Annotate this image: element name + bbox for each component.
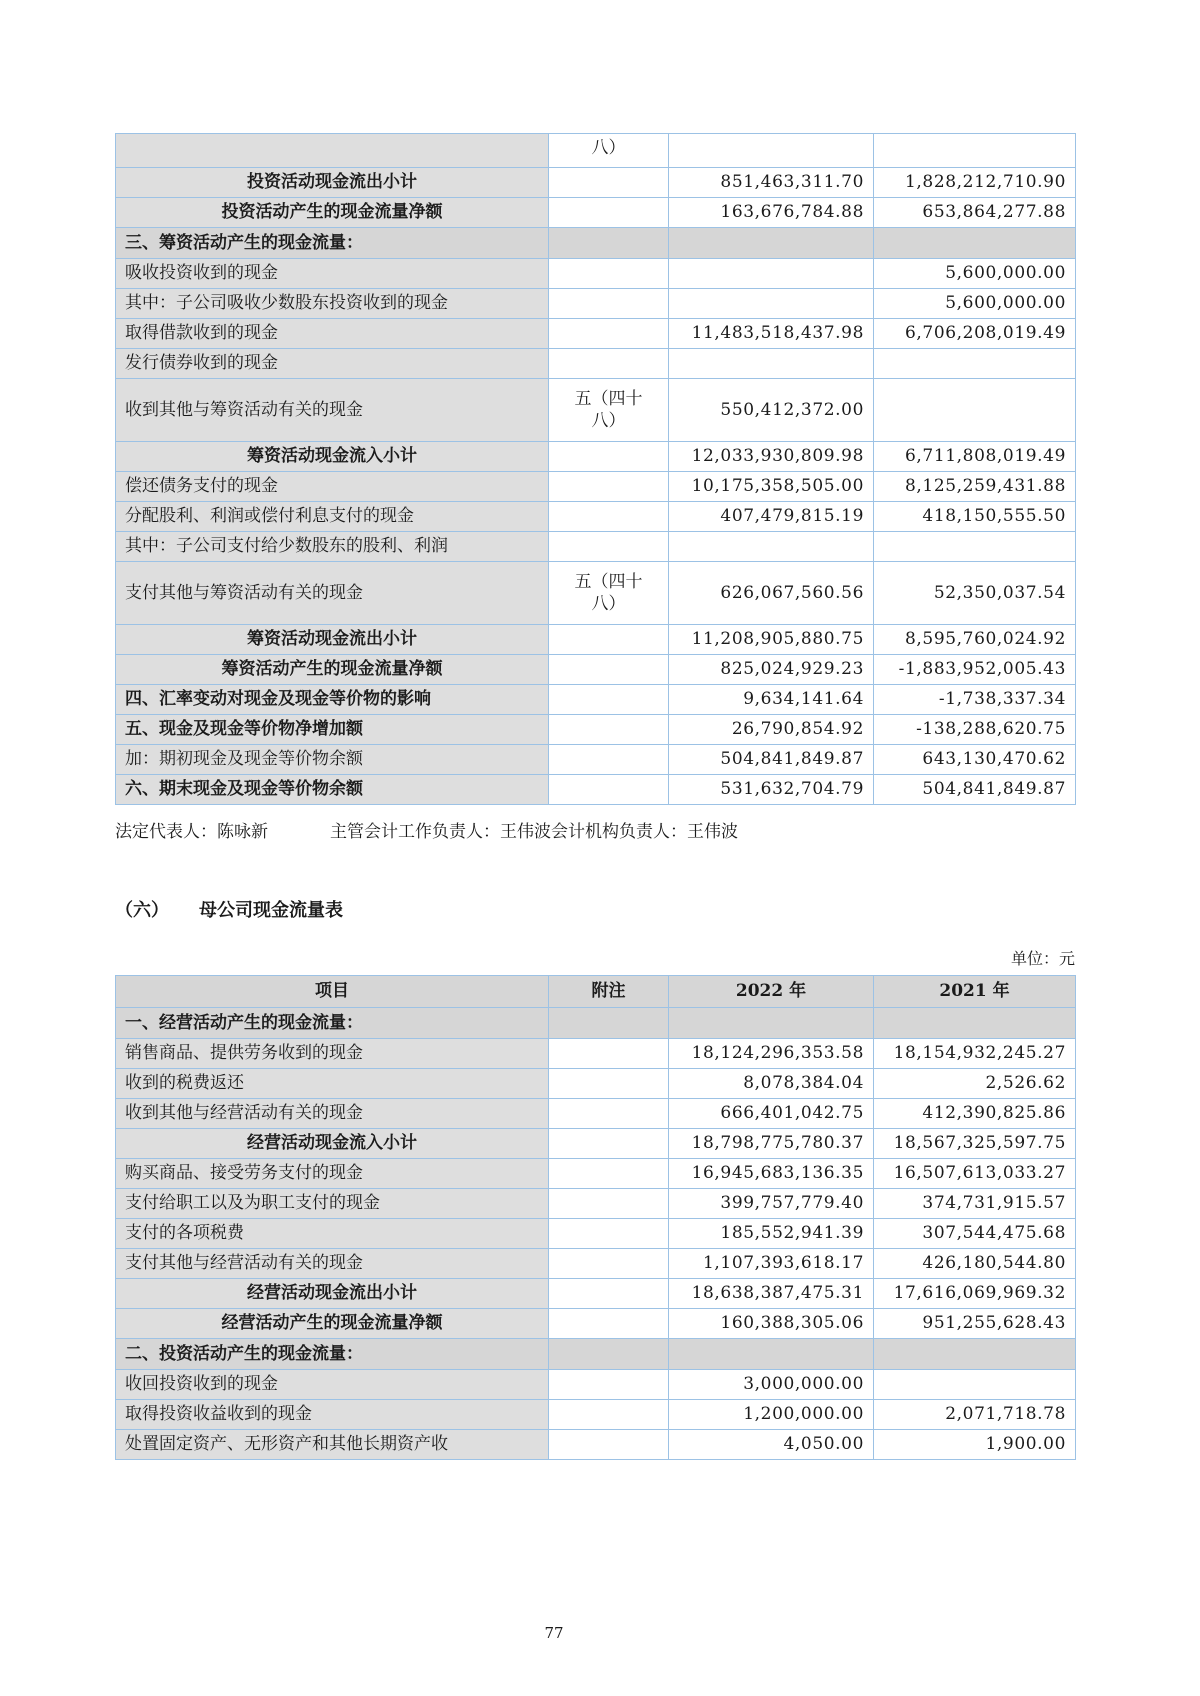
value-2022: 407,479,815.19 <box>720 506 864 527</box>
item-label: 取得借款收到的现金 <box>125 323 278 344</box>
value-2021: 6,711,808,019.49 <box>904 446 1066 467</box>
value-2021: 2,071,718.78 <box>945 1404 1066 1425</box>
table-row <box>116 976 1076 1008</box>
table-cell <box>669 532 874 562</box>
table-cell <box>874 775 1076 805</box>
table-cell <box>116 198 549 228</box>
table-row <box>116 745 1076 775</box>
table-cell <box>669 562 874 625</box>
value-2022: 18,798,775,780.37 <box>691 1133 864 1154</box>
item-label: 其中：子公司支付给少数股东的股利、利润 <box>125 536 448 557</box>
table-cell <box>116 655 549 685</box>
consolidated-cash-flow-table-continued <box>115 133 1076 805</box>
item-label: 销售商品、提供劳务收到的现金 <box>125 1043 363 1064</box>
value-2021: 643,130,470.62 <box>922 749 1066 770</box>
unit-label: 单位：元 <box>1010 949 1075 968</box>
table-cell <box>116 1309 549 1339</box>
table-cell <box>669 1069 874 1099</box>
table-row <box>116 1430 1076 1460</box>
table-cell <box>116 1219 549 1249</box>
table-row <box>116 775 1076 805</box>
value-2022: 550,412,372.00 <box>720 399 864 420</box>
table-cell <box>116 319 549 349</box>
table-cell <box>874 319 1076 349</box>
table-cell <box>116 685 549 715</box>
value-2021: 52,350,037.54 <box>933 582 1066 603</box>
table-cell <box>669 134 874 168</box>
table-row <box>116 532 1076 562</box>
table-cell <box>116 472 549 502</box>
table-cell <box>874 228 1076 259</box>
table-row <box>116 1189 1076 1219</box>
item-label: 发行债券收到的现金 <box>125 353 278 374</box>
table-cell <box>874 1189 1076 1219</box>
item-label: 六、期末现金及现金等价物余额 <box>125 779 363 800</box>
value-2022: 11,483,518,437.98 <box>691 323 864 344</box>
value-2021: 2,526.62 <box>985 1073 1066 1094</box>
table-cell <box>669 775 874 805</box>
table-cell <box>874 1219 1076 1249</box>
table-cell <box>116 1279 549 1309</box>
table-cell <box>874 1339 1076 1370</box>
table-row <box>116 1370 1076 1400</box>
table-cell <box>116 502 549 532</box>
table-row <box>116 685 1076 715</box>
table-cell <box>549 1039 669 1069</box>
value-2022: 531,632,704.79 <box>720 779 864 800</box>
value-2021: 412,390,825.86 <box>922 1103 1066 1124</box>
value-2021: 504,841,849.87 <box>922 779 1066 800</box>
value-2022: 16,945,683,136.35 <box>691 1163 864 1184</box>
table-row <box>116 472 1076 502</box>
table-cell <box>874 502 1076 532</box>
table-cell <box>874 442 1076 472</box>
value-2022: 163,676,784.88 <box>720 202 864 223</box>
table-row <box>116 1309 1076 1339</box>
table-cell <box>116 1189 549 1219</box>
table-cell <box>669 976 874 1008</box>
table-cell <box>669 1008 874 1039</box>
table-cell <box>116 1249 549 1279</box>
table-cell <box>874 562 1076 625</box>
table-cell <box>669 1430 874 1460</box>
table-row <box>116 1129 1076 1159</box>
table-cell <box>669 1249 874 1279</box>
value-2022: 851,463,311.70 <box>720 172 864 193</box>
table-cell <box>874 1008 1076 1039</box>
note-ref: 五（四十八） <box>574 388 643 431</box>
table-cell <box>549 442 669 472</box>
value-2022: 504,841,849.87 <box>720 749 864 770</box>
item-label: 投资活动现金流出小计 <box>247 172 417 193</box>
item-label: 经营活动现金流出小计 <box>247 1283 417 1304</box>
table-row <box>116 289 1076 319</box>
table-cell <box>549 1008 669 1039</box>
table-cell <box>669 625 874 655</box>
item-label: 取得投资收益收到的现金 <box>125 1404 312 1425</box>
table-cell <box>549 655 669 685</box>
table-cell <box>116 134 549 168</box>
value-2021: 653,864,277.88 <box>922 202 1066 223</box>
table-cell <box>549 532 669 562</box>
value-2022: 3,000,000.00 <box>743 1374 864 1395</box>
table-cell <box>874 1039 1076 1069</box>
value-2022: 1,200,000.00 <box>743 1404 864 1425</box>
value-2021: 307,544,475.68 <box>922 1223 1066 1244</box>
value-2022: 4,050.00 <box>783 1434 864 1455</box>
item-label: 收到其他与经营活动有关的现金 <box>125 1103 363 1124</box>
value-2021: 18,567,325,597.75 <box>893 1133 1066 1154</box>
table-cell <box>549 198 669 228</box>
table-cell <box>116 1039 549 1069</box>
item-label: 处置固定资产、无形资产和其他长期资产收 <box>125 1434 448 1455</box>
table-row <box>116 1339 1076 1370</box>
value-2021: 8,125,259,431.88 <box>904 476 1066 497</box>
note-ref: 八） <box>591 138 626 158</box>
table-cell <box>874 532 1076 562</box>
table-row <box>116 198 1076 228</box>
table-cell <box>874 1069 1076 1099</box>
table-row <box>116 134 1076 168</box>
value-2022: 12,033,930,809.98 <box>691 446 864 467</box>
item-label: 分配股利、利润或偿付利息支付的现金 <box>125 506 414 527</box>
table-cell <box>549 1249 669 1279</box>
item-label: 购买商品、接受劳务支付的现金 <box>125 1163 363 1184</box>
table-cell <box>116 168 549 198</box>
item-label: 一、经营活动产生的现金流量： <box>125 1012 363 1033</box>
table-cell <box>874 1159 1076 1189</box>
value-2021: 418,150,555.50 <box>922 506 1066 527</box>
table-cell <box>669 259 874 289</box>
item-label: 筹资活动现金流出小计 <box>247 629 417 650</box>
table-cell <box>549 1069 669 1099</box>
table-cell <box>549 562 669 625</box>
value-2021: 1,828,212,710.90 <box>904 172 1066 193</box>
table-cell <box>116 1430 549 1460</box>
table-cell <box>669 289 874 319</box>
item-label: 支付给职工以及为职工支付的现金 <box>125 1193 380 1214</box>
item-label: 收回投资收到的现金 <box>125 1374 278 1395</box>
item-label: 加：期初现金及现金等价物余额 <box>125 749 363 770</box>
item-label: 吸收投资收到的现金 <box>125 263 278 284</box>
table-cell <box>874 715 1076 745</box>
table-cell <box>549 289 669 319</box>
table-cell <box>549 319 669 349</box>
table-row <box>116 655 1076 685</box>
value-2021: 5,600,000.00 <box>945 293 1066 314</box>
note-ref: 附注 <box>591 981 626 1002</box>
table-cell <box>549 685 669 715</box>
table-cell <box>116 976 549 1008</box>
table-cell <box>874 349 1076 379</box>
table-row <box>116 259 1076 289</box>
table-cell <box>549 1219 669 1249</box>
table-cell <box>549 976 669 1008</box>
table-cell <box>549 1370 669 1400</box>
table-cell <box>669 228 874 259</box>
table-cell <box>116 1069 549 1099</box>
table-cell <box>549 472 669 502</box>
value-2022: 10,175,358,505.00 <box>691 476 864 497</box>
item-label: 二、投资活动产生的现金流量： <box>125 1343 363 1364</box>
table-cell <box>116 442 549 472</box>
item-label: 支付的各项税费 <box>125 1223 244 1244</box>
table-cell <box>874 1400 1076 1430</box>
table-cell <box>669 442 874 472</box>
item-label: 支付其他与筹资活动有关的现金 <box>125 582 363 603</box>
value-2022: 8,078,384.04 <box>743 1073 864 1094</box>
table-cell <box>874 685 1076 715</box>
parent-company-cash-flow-table <box>115 975 1076 1460</box>
table-cell <box>669 745 874 775</box>
item-label: 筹资活动现金流入小计 <box>247 446 417 467</box>
table-cell <box>874 1129 1076 1159</box>
value-2022: 160,388,305.06 <box>720 1313 864 1334</box>
section-heading-index: （六） <box>115 900 169 921</box>
table-cell <box>669 168 874 198</box>
value-2022: 185,552,941.39 <box>720 1223 864 1244</box>
page-content <box>115 0 1075 1460</box>
table-row <box>116 1159 1076 1189</box>
value-2021: -138,288,620.75 <box>916 719 1066 740</box>
table-cell <box>549 1400 669 1430</box>
table-cell <box>116 775 549 805</box>
value-2021: 16,507,613,033.27 <box>893 1163 1066 1184</box>
value-2021: 6,706,208,019.49 <box>904 323 1066 344</box>
table-cell <box>116 1159 549 1189</box>
value-2022: 399,757,779.40 <box>720 1193 864 1214</box>
table-cell <box>874 134 1076 168</box>
table-cell <box>549 502 669 532</box>
table-cell <box>549 1129 669 1159</box>
table-cell <box>116 1339 549 1370</box>
table-cell <box>669 319 874 349</box>
item-label: 项目 <box>315 981 349 1002</box>
table-cell <box>669 472 874 502</box>
table-cell <box>874 168 1076 198</box>
value-2021: 426,180,544.80 <box>922 1253 1066 1274</box>
table-cell <box>116 745 549 775</box>
table-cell <box>116 1008 549 1039</box>
section-heading-title: 母公司现金流量表 <box>199 900 343 921</box>
table-cell <box>116 379 549 442</box>
table-cell <box>116 715 549 745</box>
table-row <box>116 1099 1076 1129</box>
value-2022: 18,124,296,353.58 <box>691 1043 864 1064</box>
table-cell <box>549 745 669 775</box>
item-label: 其中：子公司吸收少数股东投资收到的现金 <box>125 293 448 314</box>
table-cell <box>669 1159 874 1189</box>
table-row <box>116 562 1076 625</box>
table-cell <box>669 1339 874 1370</box>
table-cell <box>116 349 549 379</box>
table-cell <box>549 349 669 379</box>
table-cell <box>874 379 1076 442</box>
item-label: 支付其他与经营活动有关的现金 <box>125 1253 363 1274</box>
table-row <box>116 1219 1076 1249</box>
table-cell <box>669 715 874 745</box>
table-cell <box>669 198 874 228</box>
item-label: 筹资活动产生的现金流量净额 <box>221 659 443 680</box>
table-row <box>116 168 1076 198</box>
table-cell <box>116 1370 549 1400</box>
table-cell <box>549 1189 669 1219</box>
table-cell <box>549 134 669 168</box>
table-row <box>116 1069 1076 1099</box>
value-2022: 1,107,393,618.17 <box>702 1253 864 1274</box>
table-cell <box>549 775 669 805</box>
table-cell <box>669 1279 874 1309</box>
value-2021: 18,154,932,245.27 <box>893 1043 1066 1064</box>
table-cell <box>874 1099 1076 1129</box>
table-cell <box>669 1400 874 1430</box>
table-cell <box>549 259 669 289</box>
table-cell <box>669 1219 874 1249</box>
table-cell <box>874 259 1076 289</box>
table-cell <box>116 259 549 289</box>
table-cell <box>874 198 1076 228</box>
table-cell <box>874 1279 1076 1309</box>
table-cell <box>874 1309 1076 1339</box>
table-row <box>116 379 1076 442</box>
table-cell <box>874 1249 1076 1279</box>
table-cell <box>116 289 549 319</box>
value-2021: 17,616,069,969.32 <box>893 1283 1066 1304</box>
table-cell <box>669 349 874 379</box>
value-2022: 9,634,141.64 <box>743 689 864 710</box>
table-cell <box>874 745 1076 775</box>
value-2022: 825,024,929.23 <box>720 659 864 680</box>
table-cell <box>669 1099 874 1129</box>
table-row <box>116 1039 1076 1069</box>
page-number: 77 <box>544 1624 564 1642</box>
table-cell <box>669 379 874 442</box>
value-2022: 26,790,854.92 <box>731 719 864 740</box>
table-cell <box>874 289 1076 319</box>
value-2021: 374,731,915.57 <box>922 1193 1066 1214</box>
table-cell <box>116 532 549 562</box>
value-2022: 11,208,905,880.75 <box>691 629 864 650</box>
table-cell <box>874 1370 1076 1400</box>
signature-line <box>115 817 1075 842</box>
item-label: 四、汇率变动对现金及现金等价物的影响 <box>125 689 431 710</box>
table-row <box>116 319 1076 349</box>
table-cell <box>549 625 669 655</box>
table-cell <box>549 1159 669 1189</box>
table-cell <box>669 685 874 715</box>
item-label: 投资活动产生的现金流量净额 <box>221 202 443 223</box>
value-2021: 951,255,628.43 <box>922 1313 1066 1334</box>
item-label: 收到其他与筹资活动有关的现金 <box>125 399 363 420</box>
value-2021: 8,595,760,024.92 <box>904 629 1066 650</box>
value-2022: 626,067,560.56 <box>720 582 864 603</box>
value-2021: 2021 年 <box>939 981 1010 1002</box>
table-cell <box>874 472 1076 502</box>
section-heading <box>115 896 1075 922</box>
table-cell <box>874 625 1076 655</box>
table-row <box>116 349 1076 379</box>
value-2022: 666,401,042.75 <box>720 1103 864 1124</box>
table-cell <box>116 562 549 625</box>
item-label: 三、筹资活动产生的现金流量： <box>125 232 363 253</box>
table-cell <box>549 1279 669 1309</box>
table-row <box>116 1249 1076 1279</box>
item-label: 经营活动现金流入小计 <box>247 1133 417 1154</box>
table-cell <box>669 502 874 532</box>
table-row <box>116 715 1076 745</box>
value-2021: -1,883,952,005.43 <box>898 659 1066 680</box>
note-ref: 五（四十八） <box>574 571 643 614</box>
table-cell <box>669 1189 874 1219</box>
table-cell <box>549 715 669 745</box>
table-cell <box>116 228 549 259</box>
table-cell <box>669 655 874 685</box>
item-label: 经营活动产生的现金流量净额 <box>221 1313 443 1334</box>
table-cell <box>549 1430 669 1460</box>
legal-representative-label: 法定代表人：陈咏新 <box>115 822 268 842</box>
table-row <box>116 1279 1076 1309</box>
table-row <box>116 625 1076 655</box>
value-2022: 18,638,387,475.31 <box>691 1283 864 1304</box>
value-2022: 2022 年 <box>735 981 807 1002</box>
table-cell <box>669 1370 874 1400</box>
table-row <box>116 1008 1076 1039</box>
table-cell <box>669 1039 874 1069</box>
table-cell <box>116 1129 549 1159</box>
table-cell <box>549 1099 669 1129</box>
table-row <box>116 1400 1076 1430</box>
table-row <box>116 502 1076 532</box>
table-row <box>116 442 1076 472</box>
table-cell <box>549 379 669 442</box>
table-row <box>116 228 1076 259</box>
table-cell <box>549 1309 669 1339</box>
chief-accountant-label: 主管会计工作负责人：王伟波 <box>330 822 551 842</box>
table-cell <box>669 1309 874 1339</box>
table-cell <box>549 1339 669 1370</box>
item-label: 收到的税费返还 <box>125 1073 244 1094</box>
value-2021: -1,738,337.34 <box>938 689 1066 710</box>
table-cell <box>116 1400 549 1430</box>
table-cell <box>549 168 669 198</box>
table-cell <box>669 1129 874 1159</box>
item-label: 偿还债务支付的现金 <box>125 476 278 497</box>
item-label: 五、现金及现金等价物净增加额 <box>125 719 363 740</box>
value-2021: 5,600,000.00 <box>945 263 1066 284</box>
table-cell <box>874 976 1076 1008</box>
table-cell <box>874 1430 1076 1460</box>
table-cell <box>549 228 669 259</box>
table-cell <box>116 1099 549 1129</box>
table-cell <box>874 655 1076 685</box>
accounting-dept-head-label: 会计机构负责人：王伟波 <box>551 822 738 842</box>
value-2021: 1,900.00 <box>985 1434 1066 1455</box>
table-cell <box>116 625 549 655</box>
